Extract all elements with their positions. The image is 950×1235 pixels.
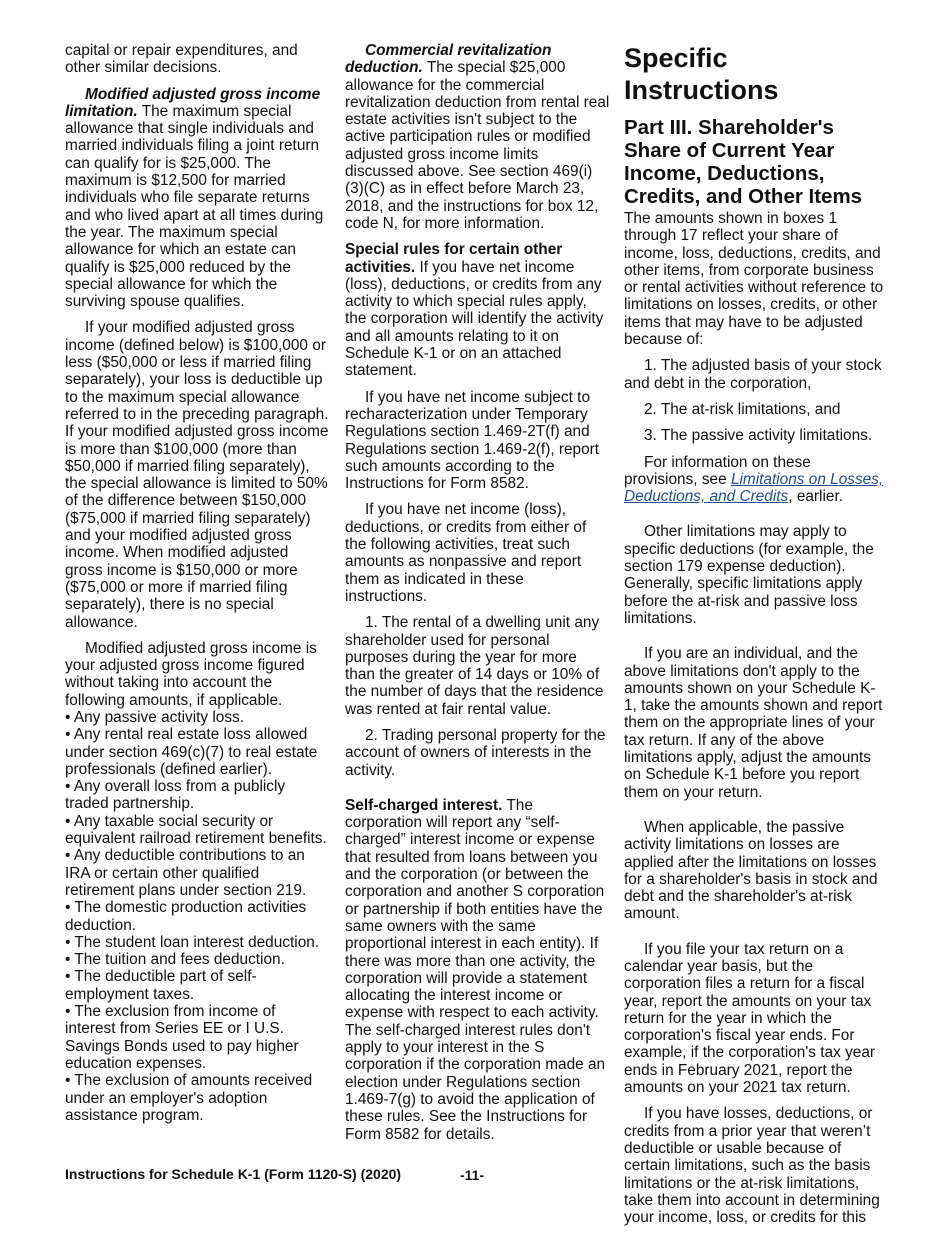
numbered-item: 3. The passive activity limitations. xyxy=(644,427,873,445)
paragraph: The amounts shown in boxes 1 through 17 reflect your share of income, loss, deductions, credits, and other items, from corporate business or rental activities without reference to limitations on losses, credits, or other items that may have to be adjusted because of: xyxy=(624,210,884,349)
paragraph-self-charged-interest xyxy=(345,797,610,1143)
paragraph-information xyxy=(624,454,886,506)
list-item: • The domestic production activities deduction. xyxy=(65,899,307,934)
column-left xyxy=(65,42,330,1124)
paragraph-text: , earlier. xyxy=(788,488,844,506)
run-in-heading: Self-charged interest. xyxy=(345,796,503,814)
paragraph: If you have losses, deductions, or credits from a prior year that weren’t deductible or usable because of certain limitations, such as the basis limitations or the at-risk limitations, take them into account in determining your income, loss, or credits for this xyxy=(624,1105,880,1227)
part-heading: Part III. Shareholder's Share of Current Year Income, Deductions, Credits, and Other Items xyxy=(624,116,863,208)
numbered-item: 1. The adjusted basis of your stock and debt in the corporation, xyxy=(624,357,882,392)
paragraph: Other limitations may apply to specific deductions (for example, the section 179 expense deduction). Generally, specific limitations apply before the at-risk and passive loss limitations. xyxy=(624,523,874,627)
paragraph: If you are an individual, and the above limitations don't apply to the amounts shown on your Schedule K-1, take the amounts shown and report them on the appropriate lines of your tax return. If any of the above limitations apply, adjust the amounts on Schedule K-1 before you report them on your return. xyxy=(624,645,883,801)
paragraph-special-rules xyxy=(345,241,610,379)
paragraph: If you have net income subject to recharacterization under Temporary Regulations section 1.469-2T(f) and Regulations section 1.469-2(f), report such amounts according to the Instructions for Form 8582. xyxy=(345,388,600,493)
paragraph-text: The special $25,000 allowance for the commercial revitalization deduction from rental real estate activities isn't subject to the active participation rules or modified adjusted gross income limits discussed above. See section 469(i)(3)(C) as in effect before March 23, 2018, and the instructions for box 12, code N, for more information. xyxy=(345,59,610,232)
paragraph: If you have net income (loss), deductions, or credits from either of the following activities, treat such amounts as nonpassive and report them as indicated in these instructions. xyxy=(345,501,587,605)
list-item: • Any overall loss from a publicly traded partnership. xyxy=(65,778,286,813)
limitations-link[interactable]: Limitations on Losses, Deductions, and Credits xyxy=(624,470,884,506)
list-item: • The tuition and fees deduction. xyxy=(65,951,285,969)
list-item: • The exclusion from income of interest from Series EE or I U.S. Savings Bonds used to pay higher education expenses. xyxy=(65,1003,299,1072)
section-heading: Specific Instructions xyxy=(624,43,779,105)
paragraph-text: The maximum special allowance that single individuals and married individuals filing a joint return can qualify for is $25,000. The maximum is $12,500 for married individuals who file separate returns and who lived apart at all times during the year. The maximum special allowance for which an estate can qualify is $25,000 reduced by the special allowance for which the surviving spouse qualifies. xyxy=(65,102,324,311)
paragraph: Modified adjusted gross income is your adjusted gross income figured without taking into account the following amounts, if applicable. xyxy=(65,639,317,709)
list-item: • The student loan interest deduction. xyxy=(65,933,320,951)
column-middle xyxy=(345,42,610,1152)
paragraph: If you file your tax return on a calendar year basis, but the corporation files a return for a fiscal year, report the amounts on your tax return for the year in which the corporation's fiscal year ends. For example, if the corporation's tax year ends in February 2021, report the amounts on your 2021 tax return. xyxy=(624,940,876,1097)
run-in-heading: Commercial revitalization deduction. xyxy=(345,42,552,77)
page-number: -11- xyxy=(460,1167,485,1183)
paragraph: capital or repair expenditures, and other similar decisions. xyxy=(65,42,298,77)
list-item: • Any passive activity loss. xyxy=(65,708,245,726)
paragraph-commercial-revitalization xyxy=(345,42,610,232)
run-in-heading: Modified adjusted gross income limitation. xyxy=(65,85,321,120)
numbered-item: 2. The at-risk limitations, and xyxy=(644,400,841,418)
paragraph-text: The corporation will report any “self-charged” interest income or expense that resulted from loans between you and the corporation (or between the corporation and another S corporation or partnership if both entities have the same owners with the same proportional interest in each entity). If there was more than one activity, the corporation will provide a statement allocating the interest income or expense with respect to each activity. The self-charged interest rules don't apply to your interest in the S corporation if the corporation made an election under Regulations section 1.469-7(g) to avoid the application of these rules. See the Instructions for Form 8582 for details. xyxy=(345,796,606,1143)
column-right xyxy=(624,42,886,1235)
list-item: • Any taxable social security or equivalent railroad retirement benefits. xyxy=(65,812,327,848)
paragraph-text: If you have net income (loss), deductions, or credits from any activity to which special rules apply, the corporation will identify the activity and all amounts relating to it on Schedule K-1 or on an attached statement. xyxy=(345,258,604,380)
list-item: • Any rental real estate loss allowed under section 469(c)(7) to real estate professionals (defined earlier). xyxy=(65,726,318,778)
paragraph-text: For information on these provisions, see xyxy=(624,453,811,488)
run-in-heading: Special rules for certain other activities. xyxy=(345,241,563,276)
list-item: • The deductible part of self-employment taxes. xyxy=(65,968,257,1003)
paragraph: When applicable, the passive activity limitations on losses are applied after the limitations on losses for a shareholder's basis in stock and debt and the shareholder's at-risk amount. xyxy=(624,818,878,923)
paragraph: If your modified adjusted gross income (defined below) is $100,000 or less ($50,000 or less if married filing separately), your loss is deductible up to the maximum special allowance referred to in the preceding paragraph. If your modified adjusted gross income is more than $100,000 (more than $50,000 if married filing separately), the special allowance is limited to 50% of the difference between $150,000 ($75,000 if married filing separately) and your modified adjusted gross income. When modified adjusted gross income is $150,000 or more ($75,000 or more if married filing separately), there is no special allowance. xyxy=(65,319,329,631)
footer-title: Instructions for Schedule K-1 (Form 1120-S) (2020) xyxy=(65,1166,402,1182)
numbered-item: 1. The rental of a dwelling unit any shareholder used for personal purposes during the year for more than the greater of 14 days or 10% of the number of days that the residence was rented at fair rental value. xyxy=(345,614,604,718)
numbered-item: 2. Trading personal property for the account of owners of interests in the activity. xyxy=(345,726,606,779)
list-item: • Any deductible contributions to an IRA or certain other qualified retirement plans under section 219. xyxy=(65,847,307,899)
paragraph-magi xyxy=(65,86,330,311)
list-item: • The exclusion of amounts received under an employer's adoption assistance program. xyxy=(65,1072,313,1124)
